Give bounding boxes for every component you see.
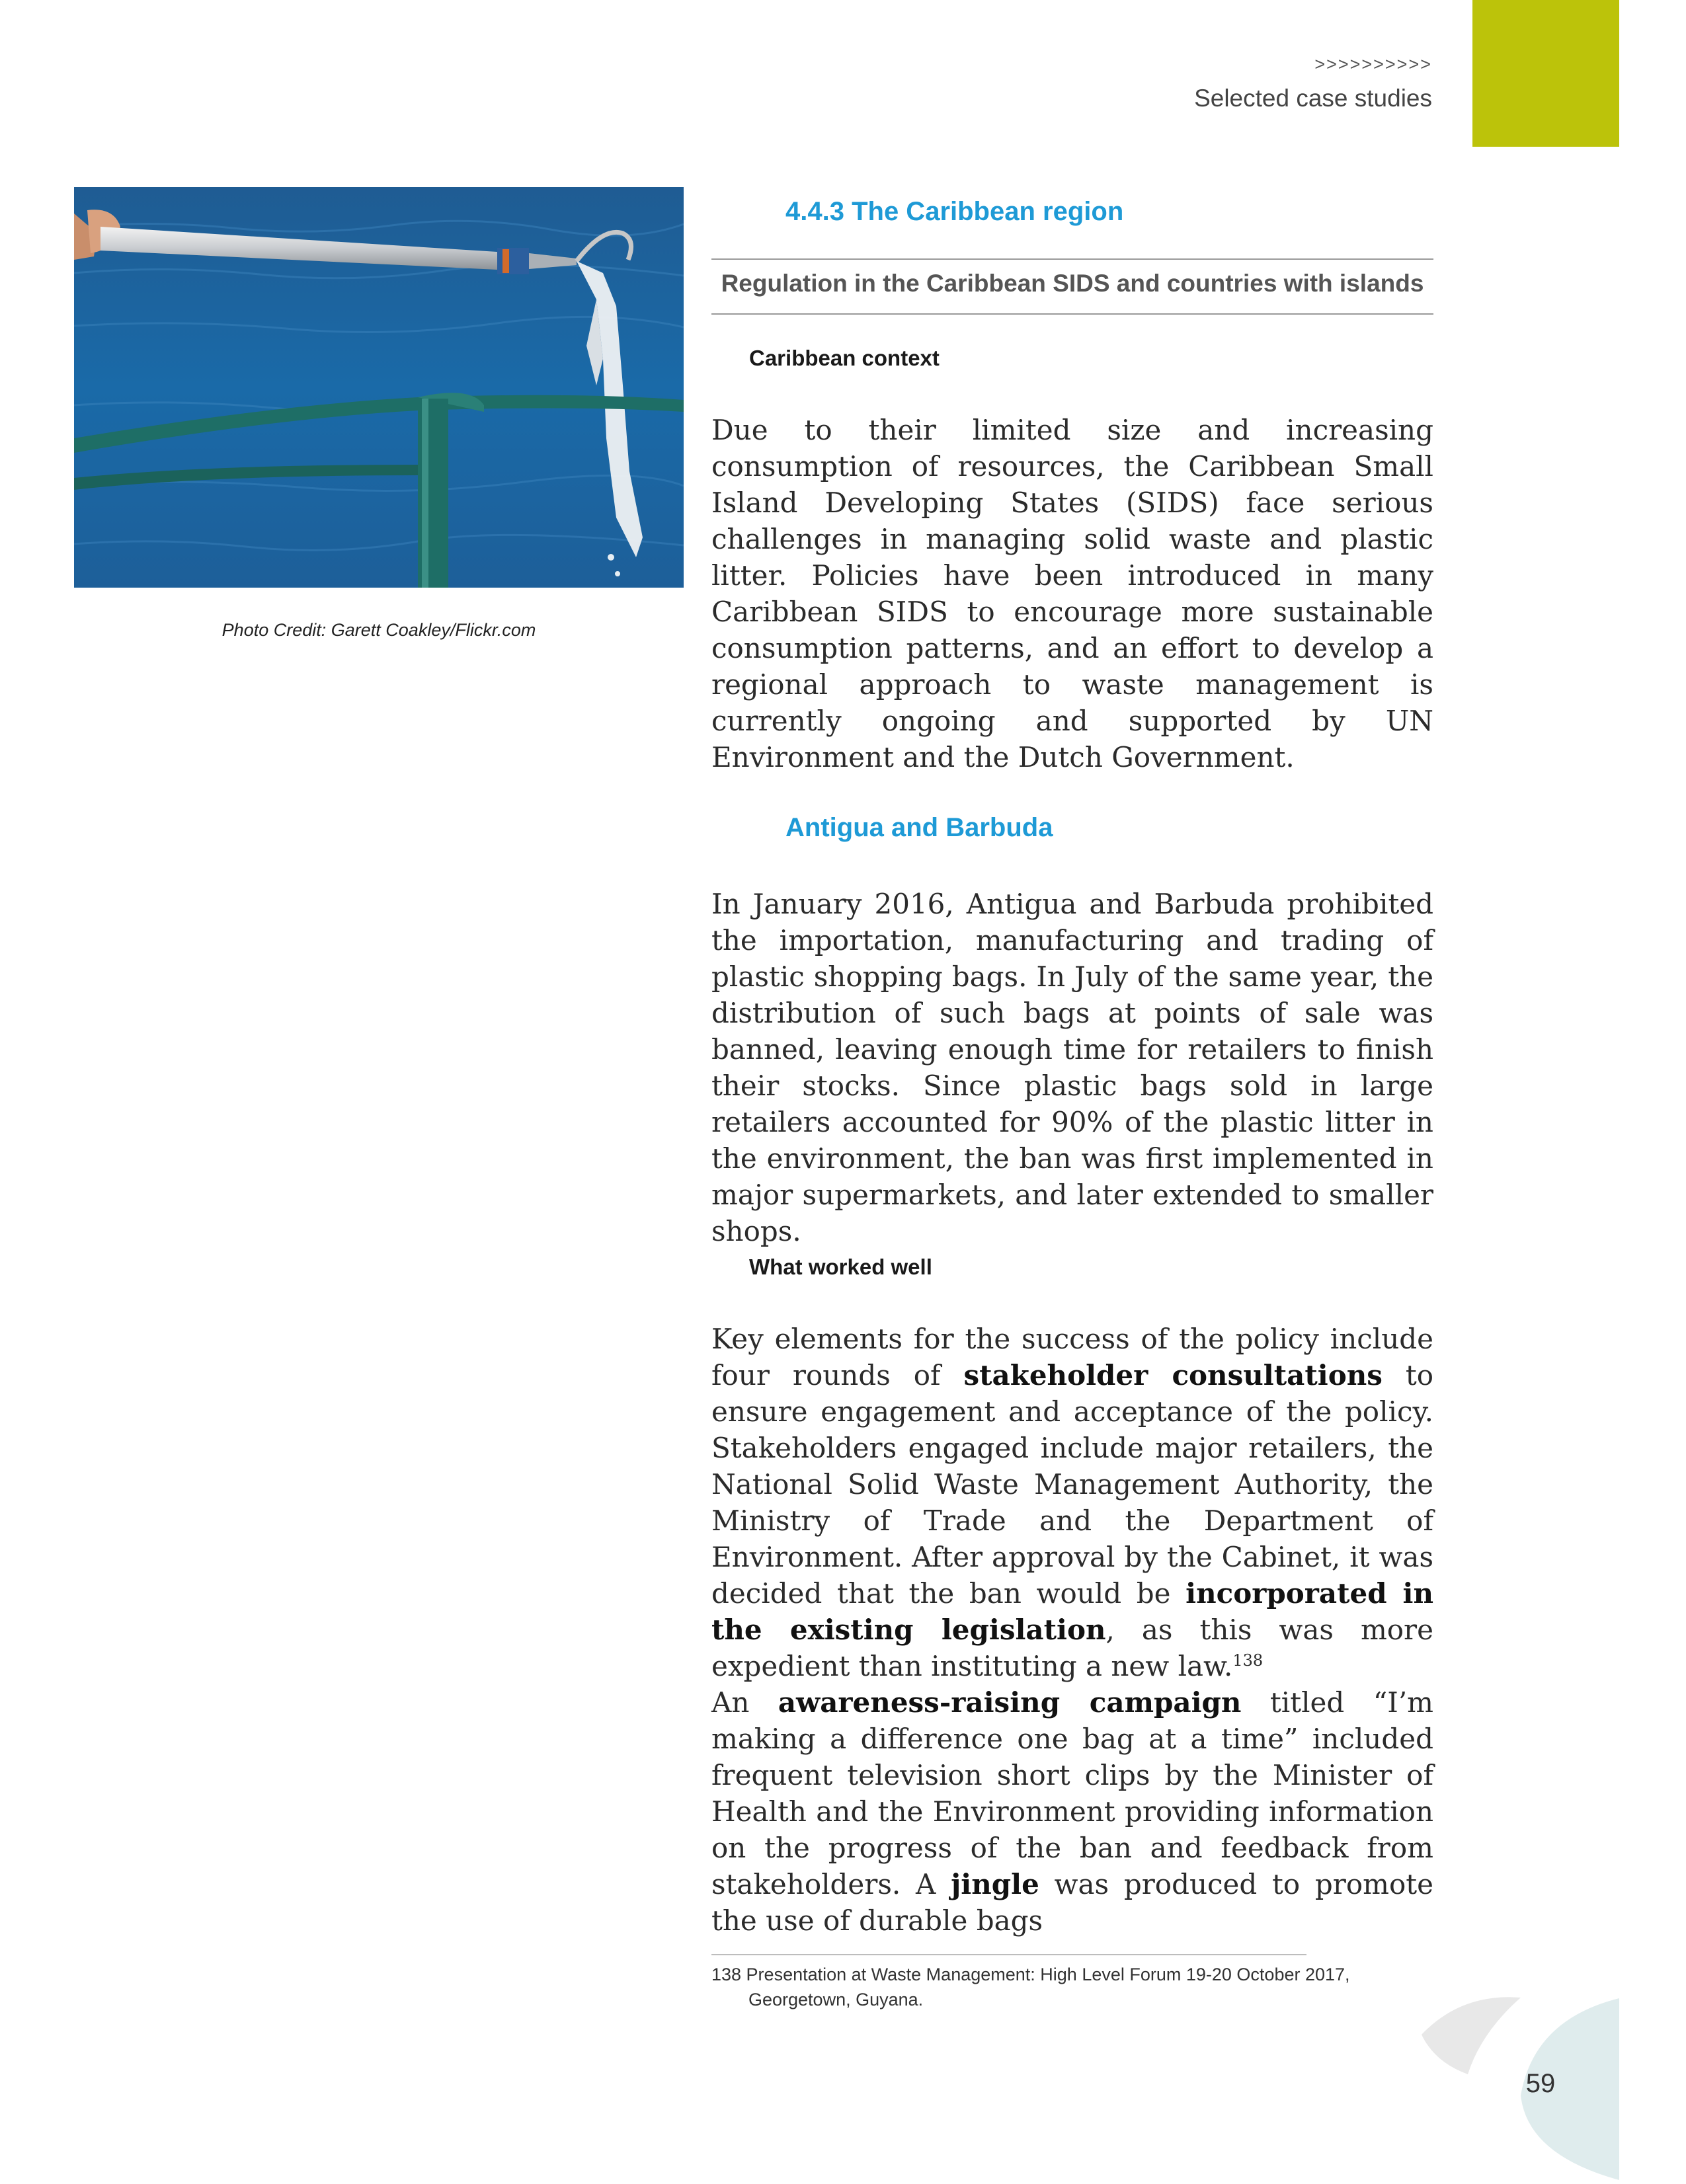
photo-caption: Photo Credit: Garett Coakley/Flickr.com	[221, 620, 536, 640]
antigua-paragraph: In January 2016, Antigua and Barbuda prohibited the importation, manufacturing and trading of plastic shopping bags. In July of the same year, the distribution of such bags at points of sale was banned, leaving enough time for retailers to finish their stocks. Since plastic bags sold in large retailers accounted for 90% of the plastic litter in the environment, the ban was first implemented in major supermarkets, and later extended to smaller shops.	[711, 888, 1433, 1247]
text-run: to ensure engagement and acceptance of the policy. Stakeholders engaged include major retailers, the National Solid Waste Management Authority, the Ministry of Trade and the Department of Environment. After approval by the Cabinet, it was decided that the ban would be	[711, 1359, 1433, 1610]
emphasis-awareness-campaign: awareness-raising campaign	[778, 1686, 1242, 1719]
text-run: titled “I’m making a difference one bag at a time” included frequent television short clips by the Minister of Health and the Environment providing information on the progress of the ban and feedback from stakeholders. A	[711, 1686, 1433, 1900]
footnote-ref: 138	[1232, 1651, 1264, 1670]
caribbean-context-paragraph: Due to their limited size and increasing consumption of resources, the Caribbean Small Island Developing States (SIDS) face serious challenges in managing solid waste and plastic litter. Policies have been introduced in many Caribbean SIDS to encourage more sustainable consumption patterns, and an effort to develop a regional approach to waste management is currently ongoing and supported by UN Environment and the Dutch Government.	[711, 414, 1433, 773]
text-run: Key elements for the success of the policy include four rounds of	[711, 1323, 1433, 1391]
page-number: 59	[1525, 2069, 1556, 2098]
subheading-bottom-rule	[711, 313, 1433, 315]
photo-plastic-bag-retrieval	[74, 187, 684, 588]
antigua-heading: Antigua and Barbuda	[785, 813, 1053, 842]
footnote-line-2: Georgetown, Guyana.	[748, 1990, 924, 2009]
caribbean-context-heading: Caribbean context	[749, 346, 940, 370]
footnote	[711, 1962, 1373, 2012]
subheading-top-rule	[711, 258, 1433, 260]
campaign-paragraph	[711, 1684, 1433, 1939]
header-arrows: >>>>>>>>>>	[1314, 54, 1432, 74]
footnote-rule	[711, 1954, 1306, 1955]
text-run: was produced to promote the use of durable bags	[711, 1868, 1433, 1937]
text-run: An	[711, 1686, 778, 1719]
section-title: 4.4.3 The Caribbean region	[785, 197, 1124, 226]
success-paragraph	[711, 1321, 1433, 1684]
emphasis-stakeholder-consultations: stakeholder consultations	[963, 1359, 1383, 1391]
chapter-tab	[1472, 0, 1619, 147]
running-title: Selected case studies	[1194, 85, 1432, 112]
regulation-subheading: Regulation in the Caribbean SIDS and countries with islands	[721, 270, 1424, 297]
emphasis-existing-legislation: incorporated in the existing legislation	[711, 1577, 1433, 1646]
text-run: , as this was more expedient than instituting a new law.	[711, 1614, 1433, 1682]
footnote-line-1: 138 Presentation at Waste Management: High Level Forum 19-20 October 2017,	[711, 1965, 1350, 1984]
what-worked-heading: What worked well	[749, 1255, 932, 1279]
emphasis-jingle: jingle	[951, 1868, 1039, 1900]
